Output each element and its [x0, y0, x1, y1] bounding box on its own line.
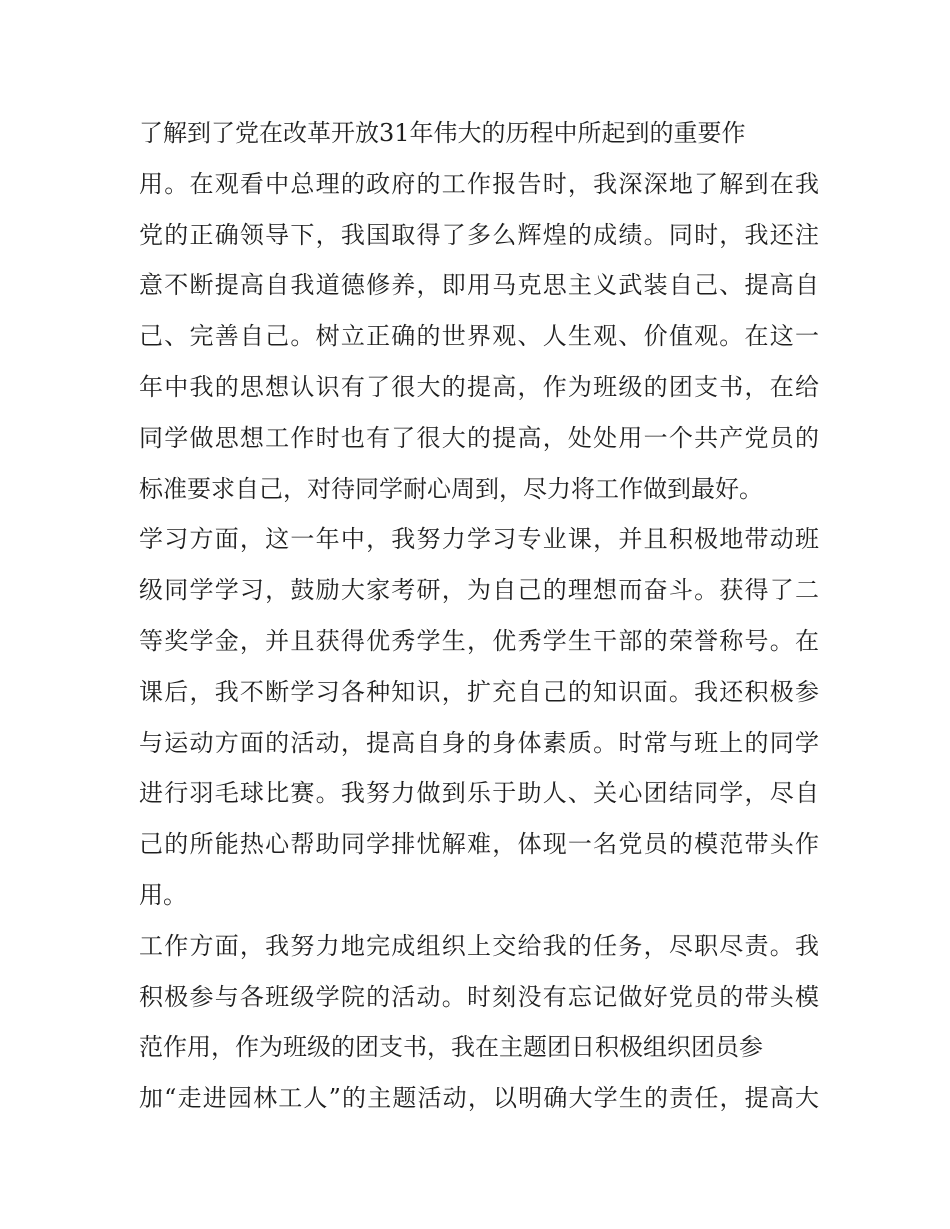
text-line-8: 标准要求自己，对待同学耐心周到，尽力将工作做到最好。	[139, 474, 763, 503]
text-line-19: 范作用，作为班级的团支书，我在主题团日积极组织团员参	[139, 1033, 763, 1062]
text-line-13: 与运动方面的活动，提高自身的身体素质。时常与班上的同学	[139, 728, 819, 757]
text-line-7: 同学做思想工作时也有了很大的提高，处处用一个共产党员的	[139, 423, 819, 452]
text-line-1: 了解到了党在改革开放31年伟大的历程中所起到的重要作	[139, 119, 746, 147]
text-line-15: 己的所能热心帮助同学排忧解难，体现一名党员的模范带头作	[139, 830, 819, 859]
document-body	[139, 108, 819, 1124]
text-line-2: 用。在观看中总理的政府的工作报告时，我深深地了解到在我	[139, 169, 819, 198]
text-line-11: 等奖学金，并且获得优秀学生，优秀学生干部的荣誉称号。在	[139, 626, 819, 655]
text-line-20: 加“走进园林工人”的主题活动，以明确大学生的责任，提高大	[139, 1084, 819, 1113]
text-line-3: 党的正确领导下，我国取得了多么辉煌的成绩。同时，我还注	[139, 220, 819, 249]
text-line-5: 己、完善自己。树立正确的世界观、人生观、价值观。在这一	[139, 322, 819, 351]
text-line-16: 用。	[139, 880, 187, 909]
text-line-6: 年中我的思想认识有了很大的提高，作为班级的团支书，在给	[139, 372, 819, 401]
text-line-18: 积极参与各班级学院的活动。时刻没有忘记做好党员的带头模	[139, 982, 819, 1011]
text-line-4: 意不断提高自我道德修养，即用马克思主义武装自己、提高自	[139, 271, 819, 300]
text-line-17: 工作方面，我努力地完成组织上交给我的任务，尽职尽责。我	[139, 931, 819, 960]
text-line-10: 级同学学习，鼓励大家考研，为自己的理想而奋斗。获得了二	[139, 576, 819, 605]
text-line-9: 学习方面，这一年中，我努力学习专业课，并且积极地带动班	[139, 525, 819, 554]
text-line-12: 课后，我不断学习各种知识，扩充自己的知识面。我还积极参	[139, 677, 819, 706]
text-line-14: 进行羽毛球比赛。我努力做到乐于助人、关心团结同学，尽自	[139, 779, 819, 808]
